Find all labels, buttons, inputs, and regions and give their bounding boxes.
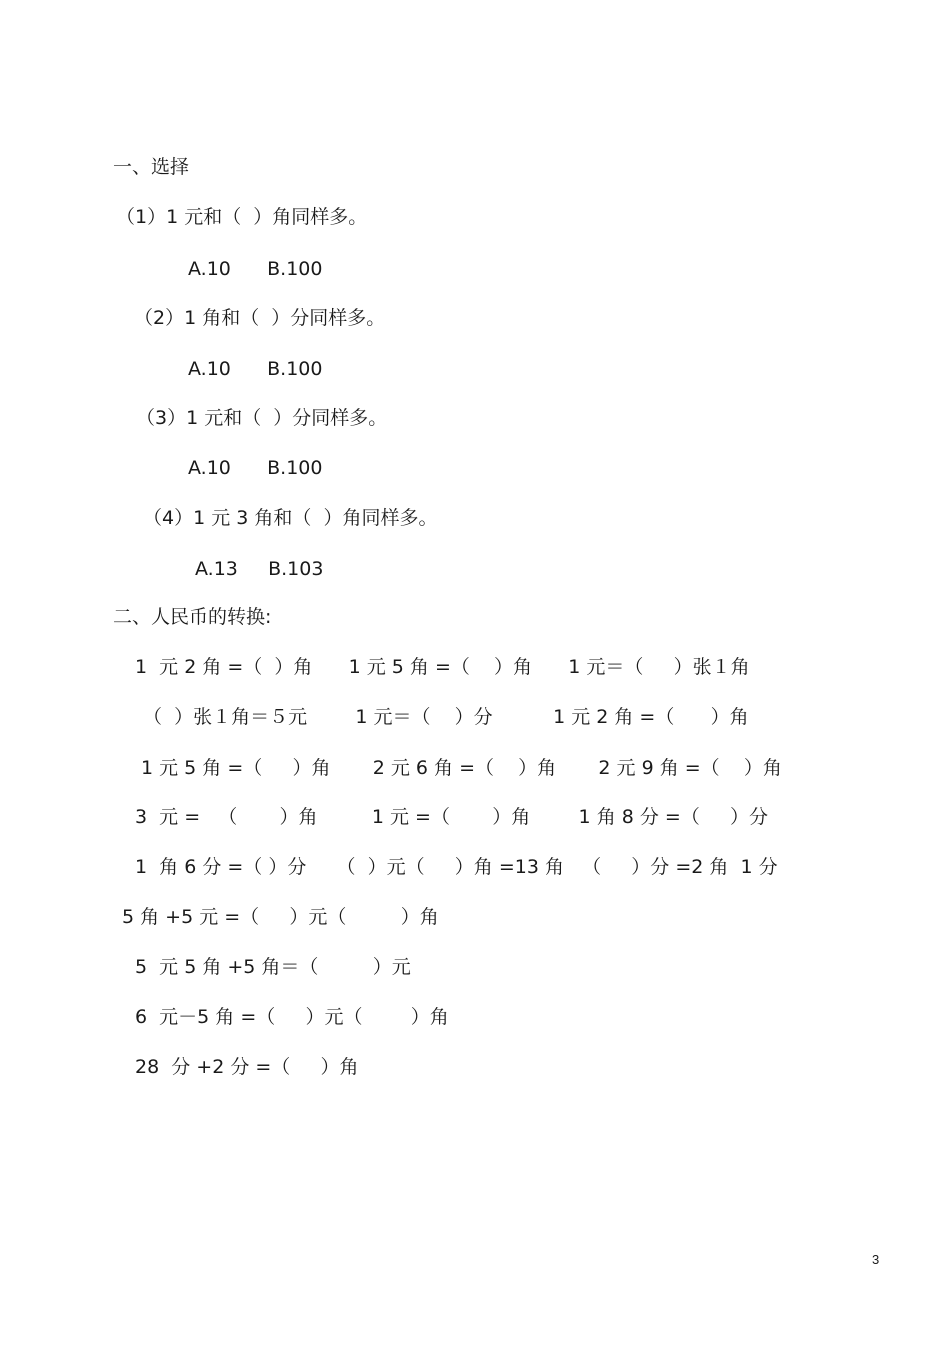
conversion-line: 5 元 5 角 +5 角＝（ ）元: [135, 956, 411, 978]
conversion-line: 1 角 6 分 =（ ）分 （ ）元（ ）角 =13 角 （ ）分 =2 角 1 分: [135, 856, 778, 878]
question-4: （4）1 元 3 角和（ ）角同样多。: [143, 507, 438, 529]
question-2-options: A.10 B.100: [188, 358, 323, 380]
conversion-line: 1 元 2 角 =（ ）角 1 元 5 角 =（ ）角 1 元＝（ ）张１角: [135, 656, 750, 678]
conversion-line: （ ）张１角＝５元 1 元＝（ ）分 1 元 2 角 =（ ）角: [143, 706, 749, 728]
section1-title: 一、选择: [113, 156, 190, 178]
conversion-line: 1 元 5 角 =（ ）角 2 元 6 角 =（ ）角 2 元 9 角 =（ ）角: [141, 757, 782, 779]
question-3: （3）1 元和（ ）分同样多。: [136, 407, 388, 429]
question-1-options: A.10 B.100: [188, 258, 323, 280]
page-number: 3: [872, 1252, 880, 1267]
conversion-line: 3 元 = （ ）角 1 元 =（ ）角 1 角 8 分 =（ ）分: [135, 806, 769, 828]
question-2: （2）1 角和（ ）分同样多。: [134, 307, 386, 329]
conversion-line: 5 角 +5 元 =（ ）元（ ）角: [122, 906, 439, 928]
conversion-line: 6 元－5 角 =（ ）元（ ）角: [135, 1006, 449, 1028]
question-1: （1）1 元和（ ）角同样多。: [116, 206, 368, 228]
conversion-line: 28 分 +2 分 =（ ）角: [135, 1056, 359, 1078]
question-4-options: A.13 B.103: [195, 558, 324, 580]
question-3-options: A.10 B.100: [188, 457, 323, 479]
section2-title: 二、人民币的转换:: [113, 606, 272, 628]
